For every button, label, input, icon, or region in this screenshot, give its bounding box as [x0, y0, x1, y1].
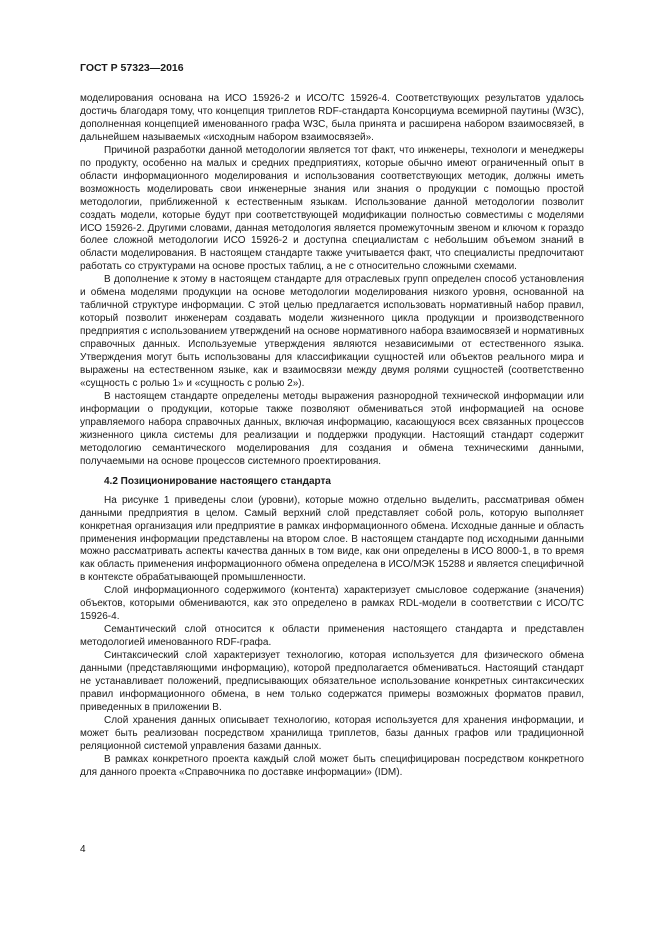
paragraph-continuation: моделирования основана на ИСО 15926-2 и ИСО/ТС 15926-4. Соответствующих результатов удалось достичь благодаря тому, что концепция триплетов RDF-стандарта Консорциума всемирной паутины (W3C), дополненная концепцией именованного графа W3C, была принята и расширена набором взаимосвязей, в дальнейшем называемых «исходным набором взаимосвязей».: [80, 93, 584, 143]
page-number: 4: [80, 844, 86, 855]
paragraph: Семантический слой относится к области применения настоящего стандарта и представлен методологией именованного RDF-графа.: [80, 624, 584, 649]
document-header: ГОСТ Р 57323—2016: [80, 62, 184, 74]
paragraph: В настоящем стандарте определены методы выражения разнородной технической информации или информации о продукции, которые также позволяют обмениваться этой информацией на основе управляемого набора справочных данных, включая информацию, касающуюся всех связанных процессов жизненного цикла системы для реализации и поддержки продукции. Настоящий стандарт содержит методологию семантического моделирования для создания и обмена техническими данными, получаемыми на основе процессов системного проектирования.: [80, 390, 584, 467]
paragraph: В дополнение к этому в настоящем стандарте для отраслевых групп определен способ установления и обмена моделями продукции на основе методологии моделирования низкого уровня, основанной на табличной структуре информации. С этой целью предлагается использовать нормативный набор правил, который позволит инженерам создавать модели жизненного цикла продукции и производственного предприятия с использованием утверждений на основе нормативного набора взаимосвязей и нормативных справочных данных. Используемые утверждения являются независимыми от естественного языка. Утверждения могут быть использованы для классификации сущностей или объектов реального мира и выражены на естественном языке, как и взаимосвязи между двумя ролями сущностей (соответственно «сущность с ролью 1» и «сущность с ролью 2»).: [80, 274, 584, 389]
paragraph: Причиной разработки данной методологии является тот факт, что инженеры, технологи и менеджеры по продукту, особенно на малых и средних предприятиях, которые обычно имеют ограниченный опыт в области информационного моделирования и использования соответствующих методик, должны иметь возможность моделировать свои инженерные знания или знания о продукции с помощью простой методологии, приближенной к естественным языкам. Использование данной методологии позволит создать модели, которые будут при соответствующей модификации полностью совместимы с моделями ИСО 15926-2. Другими словами, данная методология является промежуточным звеном и ключом к гораздо более сложной методологии ИСО 15926-2 и доступна специалистам с небольшим объемом знаний в области моделирования. В настоящем стандарте также учитывается факт, что специалисты предпочитают работать со структурами на основе простых таблиц, а не с относительно сложными схемами.: [80, 144, 584, 273]
section-heading: 4.2 Позиционирование настоящего стандарта: [104, 475, 331, 487]
paragraph: Слой информационного содержимого (контента) характеризует смысловое содержание (значения) объектов, которыми обмениваются, как это определено в рамках RDL-модели в соответствии с ИСО/ТС 15926-4.: [80, 585, 584, 623]
paragraph: Слой хранения данных описывает технологию, которая используется для хранения информации, и может быть реализован посредством хранилища триплетов, базы данных графов или традиционной реляционной системой управления базами данных.: [80, 714, 584, 752]
paragraph: На рисунке 1 приведены слои (уровни), которые можно отдельно выделить, рассматривая обмен данными предприятия в целом. Самый верхний слой представляет собой роль, которую выполняет конкретная организация или предприятие в рамках информационного обмена. Исходные данные и область применения информации представлены на втором слое. В настоящем стандарте под исходными данными можно рассматривать аспекты качества данных в том виде, как они определены в ИСО 8000-1, в то время как область применения информационного обмена определена в ИСО/МЭК 15288 и является специфичной в контексте обрабатывающей промышленности.: [80, 494, 584, 584]
paragraph: В рамках конкретного проекта каждый слой может быть специфицирован посредством конкретного для данного проекта «Справочника по доставке информации» (IDM).: [80, 753, 584, 778]
paragraph: Синтаксический слой характеризует технологию, которая используется для физического обмена данными (представляющими информацию), которой предполагается обмениваться. Настоящий стандарт не устанавливает положений, предписывающих обязательное использование конкретных синтаксических правил информационного обмена, в нем только содержатся примеры возможных форматов правил, приведенных в приложении В.: [80, 650, 584, 713]
page-body: [80, 93, 584, 780]
